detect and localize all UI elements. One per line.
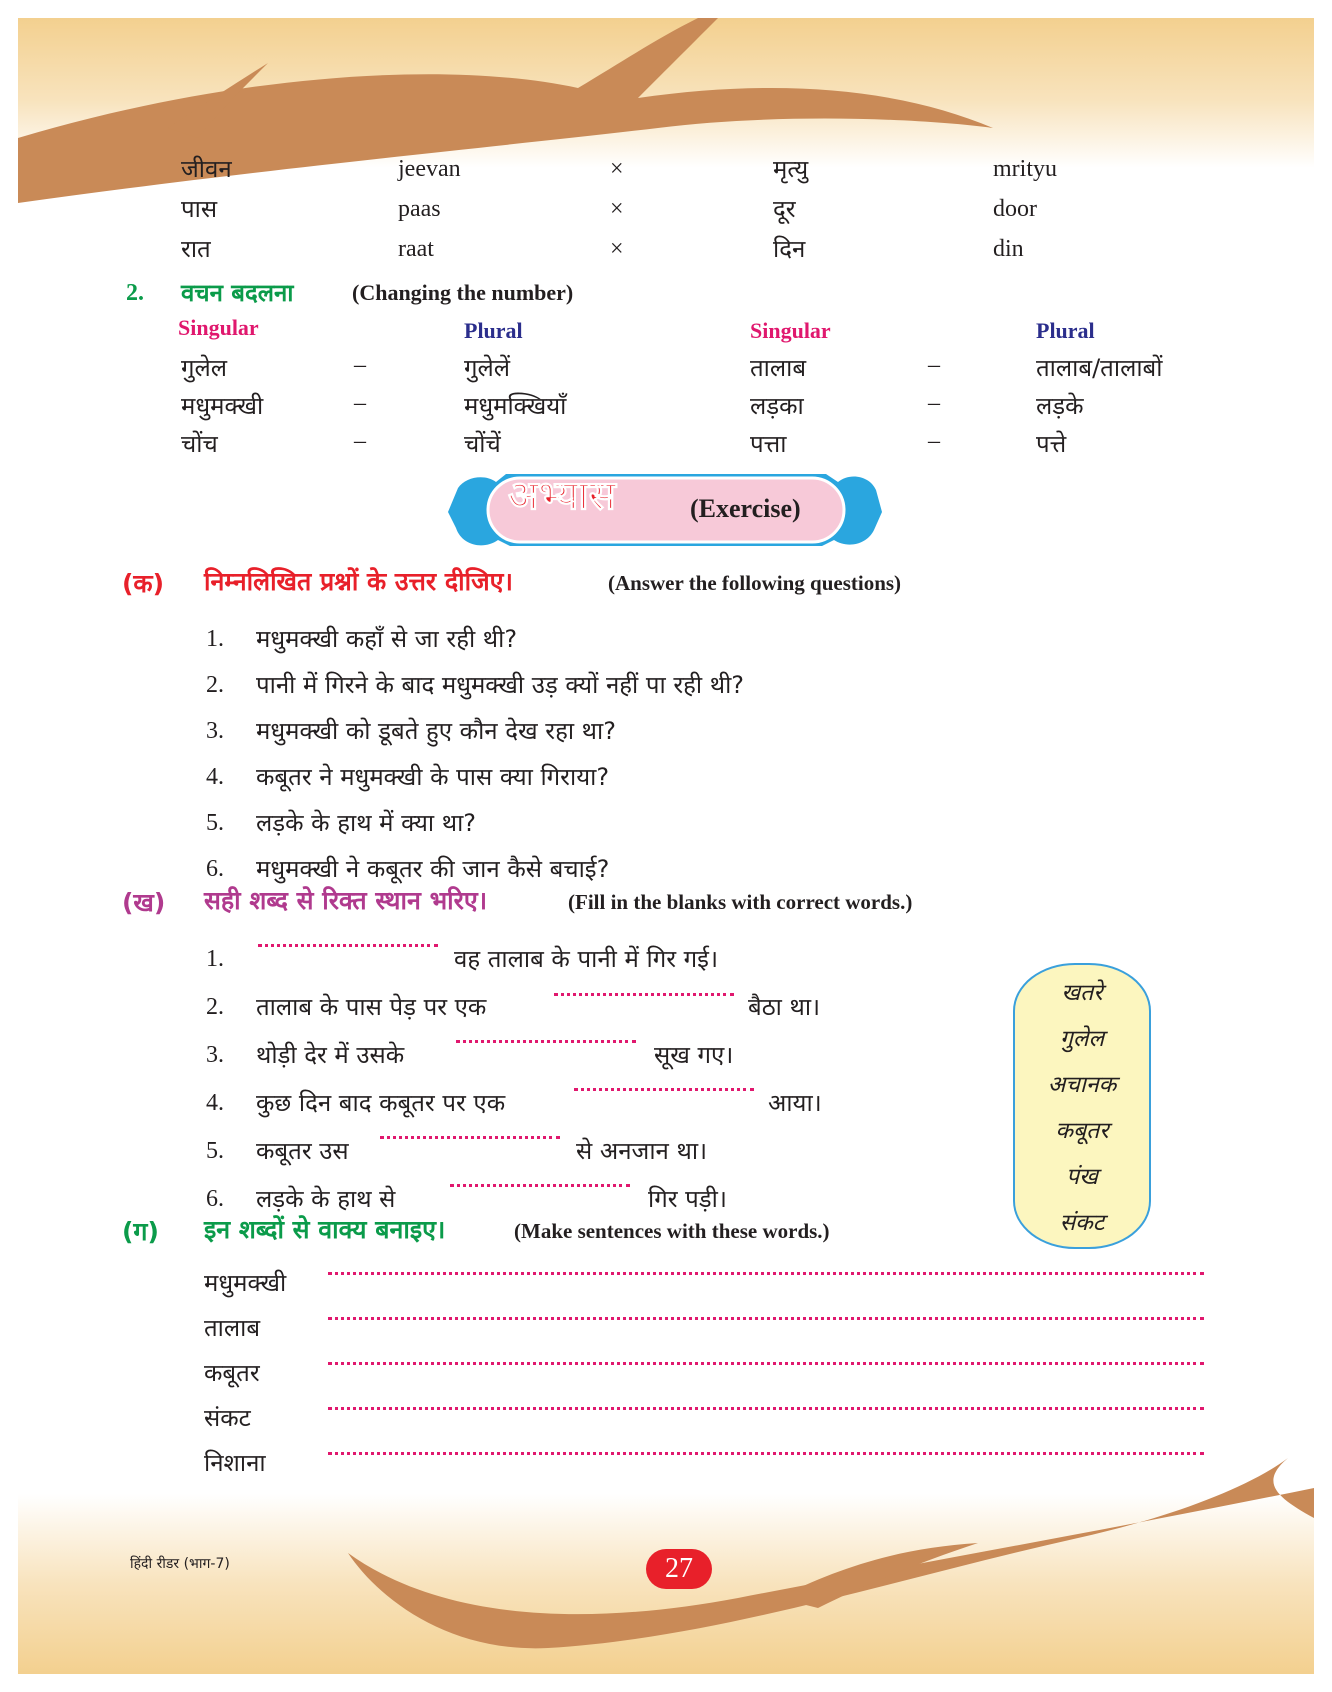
section-label: (क)	[122, 569, 165, 598]
word-roman: jeevan	[398, 156, 461, 182]
exercise-title-english: (Exercise)	[690, 494, 801, 523]
exercise-title-hindi: अभ्यास	[508, 473, 616, 519]
header-singular: Singular	[750, 318, 831, 343]
word-bank-item: संकट	[1059, 1210, 1105, 1236]
header-plural: Plural	[1036, 318, 1095, 343]
opposite-roman: mrityu	[993, 156, 1057, 182]
section-label: (ख)	[122, 888, 166, 917]
singular-word: चोंच	[181, 430, 218, 458]
sentence-before: थोड़ी देर में उसके	[256, 1041, 405, 1069]
word-bank-item: गुलेल	[1059, 1026, 1105, 1052]
sentence-before: तालाब के पास पेड़ पर एक	[256, 993, 487, 1021]
singular-word: मधुमक्खी	[181, 392, 264, 420]
sentence-word: मधुमक्खी	[204, 1269, 287, 1297]
plural-word: तालाब/तालाबों	[1036, 354, 1163, 382]
blank-line[interactable]	[258, 944, 438, 947]
opposite-roman: door	[993, 196, 1037, 222]
header-plural: Plural	[464, 318, 523, 343]
sentence-after: बैठा था।	[748, 993, 821, 1021]
sentence-word: संकट	[204, 1404, 251, 1432]
blank-line[interactable]	[380, 1136, 560, 1139]
question-text: कबूतर ने मधुमक्खी के पास क्या गिराया?	[256, 763, 610, 791]
plural-word: मधुमक्खियाँ	[464, 392, 567, 420]
section-title-hindi: वचन बदलना	[181, 279, 294, 307]
section-label: (ग)	[122, 1217, 159, 1246]
plural-word: गुलेलें	[464, 354, 511, 382]
question-number: 3.	[206, 718, 224, 744]
question-number: 4.	[206, 764, 224, 790]
opposite-hindi: दूर	[773, 195, 796, 223]
word-hindi: पास	[181, 195, 218, 223]
dash: –	[928, 428, 940, 454]
section-title-english: (Changing the number)	[352, 280, 574, 305]
opposite-sign: ×	[610, 236, 624, 262]
question-text: मधुमक्खी को डूबते हुए कौन देख रहा था?	[256, 717, 616, 745]
sentence-after: सूख गए।	[654, 1041, 734, 1069]
opposite-roman: din	[993, 236, 1024, 262]
textbook-page	[18, 18, 1314, 1674]
dash: –	[928, 352, 940, 378]
word-bank-box	[1013, 963, 1151, 1249]
sentence-line[interactable]	[328, 1272, 1204, 1275]
question-number: 5.	[206, 810, 224, 836]
opposite-sign: ×	[610, 156, 624, 182]
item-number: 3.	[206, 1042, 224, 1068]
sentence-before: लड़के के हाथ से	[256, 1185, 396, 1213]
section-title-english: (Answer the following questions)	[608, 571, 902, 595]
sentence-after: से अनजान था।	[576, 1137, 708, 1165]
section-title-hindi: सही शब्द से रिक्त स्थान भरिए।	[204, 886, 488, 915]
plural-word: लड़के	[1036, 392, 1084, 420]
blank-line[interactable]	[450, 1184, 630, 1187]
singular-word: पत्ता	[750, 430, 787, 458]
question-text: मधुमक्खी ने कबूतर की जान कैसे बचाई?	[256, 855, 610, 883]
word-hindi: जीवन	[181, 155, 232, 183]
question-text: पानी में गिरने के बाद मधुमक्खी उड़ क्यों नहीं पा रही थी?	[256, 671, 745, 699]
page-number-badge: 27	[646, 1549, 712, 1589]
dash: –	[354, 428, 366, 454]
section-title-english: (Make sentences with these words.)	[514, 1219, 830, 1243]
opposite-hindi: मृत्यु	[773, 155, 809, 183]
singular-word: लड़का	[750, 392, 804, 420]
question-number: 1.	[206, 626, 224, 652]
sentence-after: वह तालाब के पानी में गिर गई।	[454, 945, 719, 973]
singular-word: गुलेल	[181, 354, 228, 382]
opposite-hindi: दिन	[773, 235, 806, 263]
header-singular: Singular	[178, 315, 259, 340]
word-roman: paas	[398, 196, 441, 222]
singular-word: तालाब	[750, 354, 807, 382]
sentence-line[interactable]	[328, 1317, 1204, 1320]
word-bank-item: कबूतर	[1055, 1118, 1109, 1144]
section-number: 2.	[126, 280, 144, 306]
item-number: 5.	[206, 1138, 224, 1164]
question-number: 2.	[206, 672, 224, 698]
item-number: 1.	[206, 946, 224, 972]
sentence-after: गिर पड़ी।	[648, 1185, 727, 1213]
opposite-sign: ×	[610, 196, 624, 222]
sentence-before: कुछ दिन बाद कबूतर पर एक	[256, 1089, 506, 1117]
item-number: 4.	[206, 1090, 224, 1116]
sentence-word: कबूतर	[204, 1359, 260, 1387]
word-roman: raat	[398, 236, 434, 262]
sentence-line[interactable]	[328, 1362, 1204, 1365]
sentence-before: कबूतर उस	[256, 1137, 349, 1165]
section-title-hindi: इन शब्दों से वाक्य बनाइए।	[204, 1215, 446, 1244]
dash: –	[354, 390, 366, 416]
sentence-after: आया।	[768, 1089, 822, 1117]
question-text: लड़के के हाथ में क्या था?	[256, 809, 477, 837]
blank-line[interactable]	[554, 993, 734, 996]
top-branch	[18, 18, 993, 203]
sentence-line[interactable]	[328, 1452, 1204, 1455]
sentence-line[interactable]	[328, 1407, 1204, 1410]
sentence-word: तालाब	[204, 1314, 261, 1342]
word-bank-item: खतरे	[1061, 980, 1103, 1006]
plural-word: पत्ते	[1036, 430, 1067, 458]
blank-line[interactable]	[574, 1088, 754, 1091]
item-number: 2.	[206, 994, 224, 1020]
word-bank-item: अचानक	[1047, 1072, 1117, 1098]
plural-word: चोंचें	[464, 430, 501, 458]
section-title-english: (Fill in the blanks with correct words.)	[568, 890, 913, 914]
bottom-branch	[348, 1458, 1314, 1648]
blank-line[interactable]	[456, 1040, 636, 1043]
footer-book-title: हिंदी रीडर (भाग-7)	[130, 1556, 230, 1572]
dash: –	[928, 390, 940, 416]
dash: –	[354, 352, 366, 378]
bottom-branch-twig	[778, 1543, 978, 1608]
sentence-word: निशाना	[204, 1449, 266, 1477]
item-number: 6.	[206, 1186, 224, 1212]
question-text: मधुमक्खी कहाँ से जा रही थी?	[256, 625, 518, 653]
word-bank-item: पंख	[1066, 1164, 1098, 1190]
question-number: 6.	[206, 856, 224, 882]
word-hindi: रात	[181, 235, 211, 263]
section-title-hindi: निम्नलिखित प्रश्नों के उत्तर दीजिए।	[204, 567, 513, 596]
